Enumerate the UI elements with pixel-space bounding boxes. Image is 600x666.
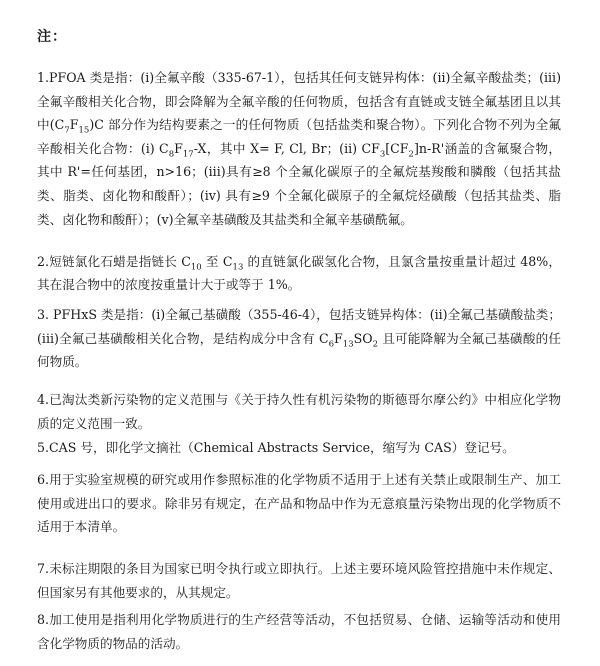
note-2-sccp: 2.短链氯化石蜡是指链长 $C_{10}$ 至 $C_{13}$ 的直链氯化碳氢化合物，且氯含量按重量计超过 48%，其在混合物中的浓度按重量计大于或等于 1%。 (37, 254, 561, 292)
note-4-definition: 4.已淘汰类新污染物的定义范围与《关于持久性有机污染物的斯德哥尔摩公约》中相应化学物质的定义范围一致。 (37, 392, 561, 431)
note-5-cas: 5.CAS 号，即化学文摘社（Chemical Abstracts Service，缩写为 CAS）登记号。 (37, 440, 515, 455)
note-6-laboratory: 6.用于实验室规模的研究或用作参照标准的化学物质不适用于上述有关禁止或限制生产、加工使用或进出口的要求。除非另有规定，在产品和物品中作为无意痕量污染物出现的化学物质不适用于本清单。 (37, 472, 561, 535)
note-3-pfhxs: 3. PFHxS 类是指：(i)全氟己基磺酸（355-46-4），包括支链异构体：(ii)全氟己基磺酸盐类；(iii)全氟己基磺酸相关化合物，是结构成分中含有 $C_6F_{13}SO_2$ 且可能降解为全氟己基磺酸的任何物质。 (37, 307, 561, 370)
note-7-deadline: 7.未标注期限的条目为国家已明令执行或立即执行。上述主要环境风险管控措施中未作规定、但国家另有其他要求的，从其规定。 (37, 561, 561, 600)
note-1-pfoa: 1.PFOA 类是指：(i)全氟辛酸（335-67-1），包括其任何支链异构体：(ii)全氟辛酸盐类；(iii)全氟辛酸相关化合物，即会降解为全氟辛酸的任何物质，包括含有直链或支链全氟基团且以其中$(C_7F_{15})C$ 部分作为结构要素之一的任何物质（包括盐类和聚合物）。下列化合物不列为全氟辛酸相关化合物：(i) $C_8F_{17}-X$，其中 X= F, Cl, Br；(ii) $CF_3[CF_2]n-R'$涵盖的含氟聚合物，其中 R'=任何基团，n>16；(iii)具有≥8 个全氟化碳原子的全氟烷基羧酸和膦酸（包括其盐类、脂类、卤化物和酸酐）；(iv) 具有≥9 个全氟化碳原子的全氟烷烃磺酸（包括其盐类、脂类、卤化物和酸酐）；(v)全氟辛基磺酸及其盐类和全氟辛基磺酰氟。 (37, 70, 561, 227)
notes-heading: 注： (37, 29, 67, 45)
note-8-processing: 8.加工使用是指利用化学物质进行的生产经营等活动，不包括贸易、仓储、运输等活动和使用含化学物质的物品的活动。 (37, 612, 561, 651)
